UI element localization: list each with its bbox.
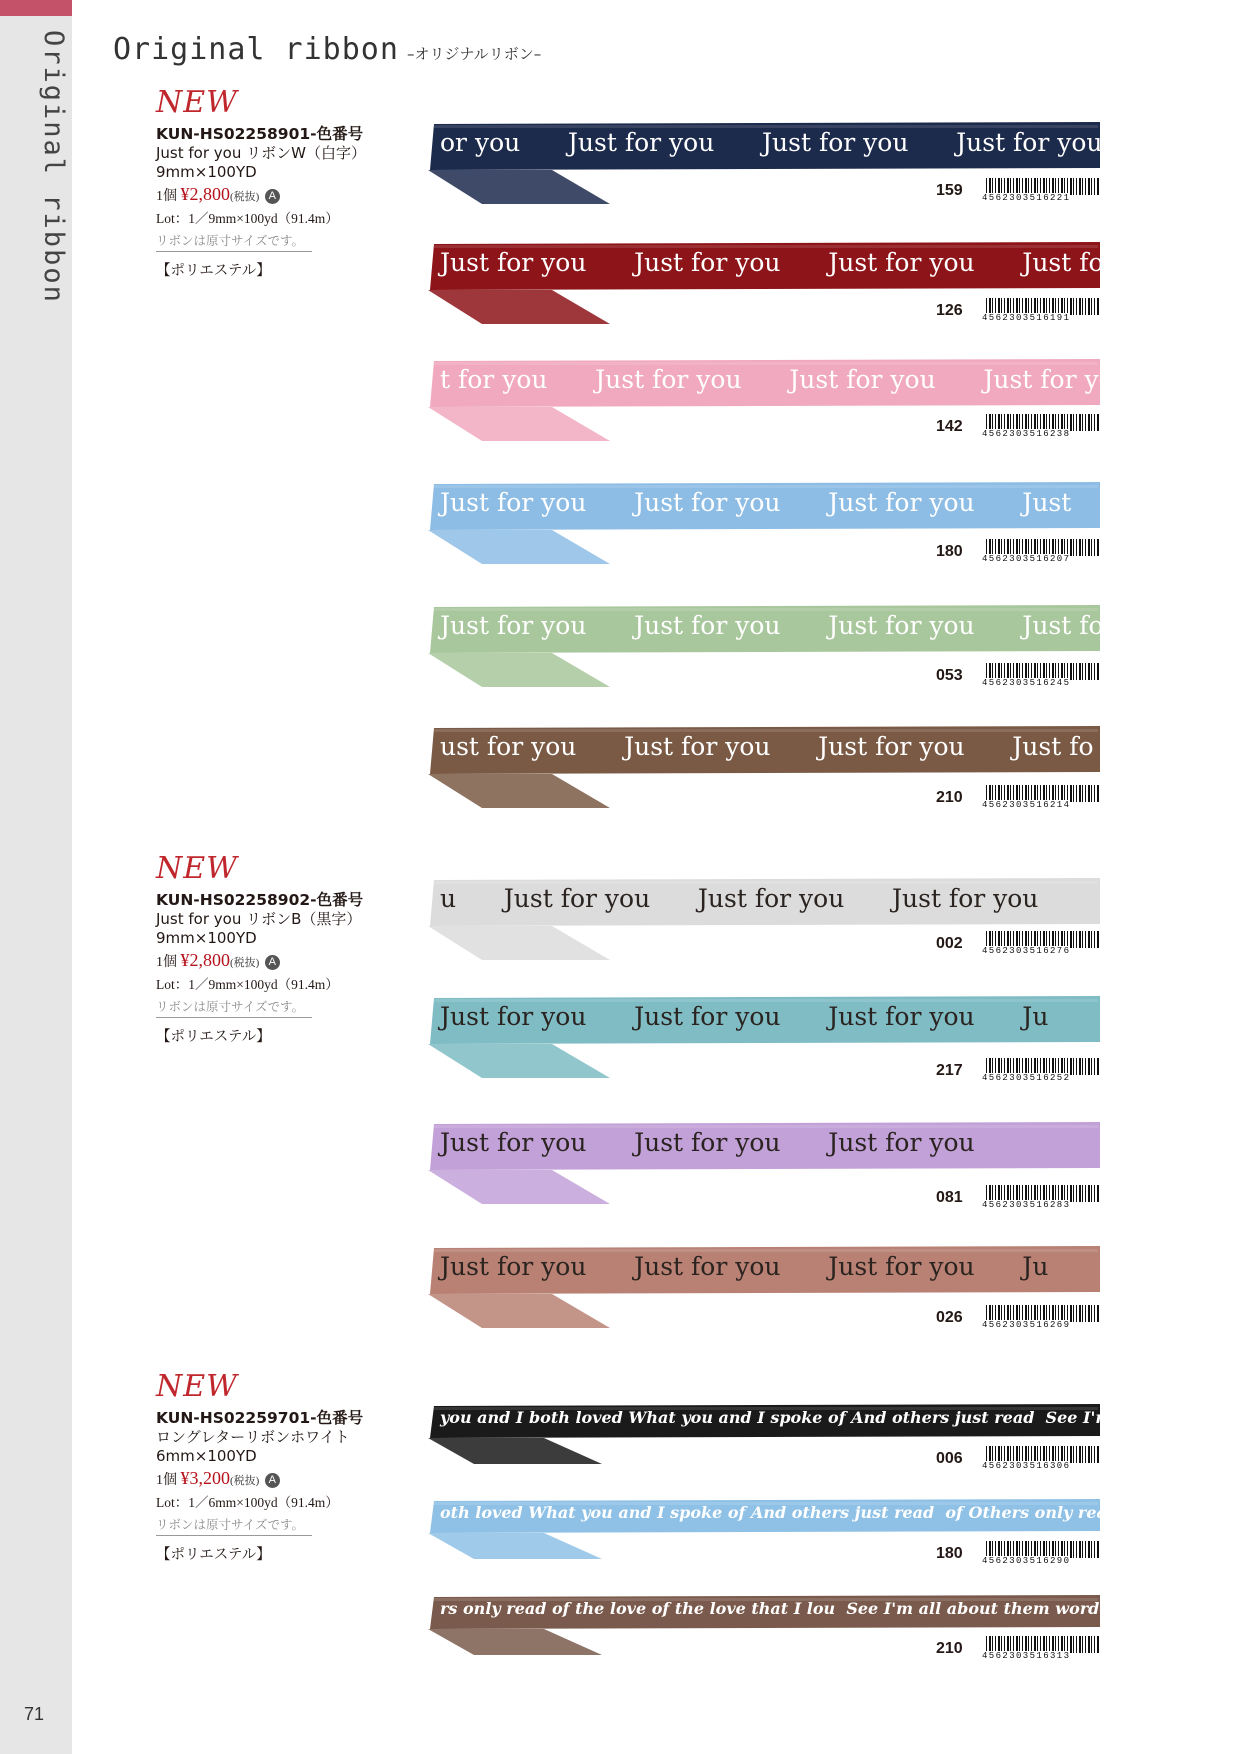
ribbon-print-text: Just for you Just for you Just for you Just fo	[440, 248, 1104, 277]
new-badge: NEW	[156, 85, 238, 120]
grade-badge: A	[265, 189, 280, 204]
product-size: 9mm×100YD	[156, 929, 257, 947]
grade-badge: A	[265, 955, 280, 970]
tax-label: (税抜)	[230, 1475, 260, 1487]
product-block	[156, 1370, 396, 1566]
barcode-number: 4562303516191	[982, 313, 1071, 323]
ribbon-print-text: u Just for you Just for you Just for you	[440, 884, 1039, 913]
color-code: 006	[936, 1450, 963, 1467]
ribbon-print-text: rs only read of the love of the love that I lou See I'm all about them worde Caus	[440, 1599, 1165, 1618]
price: ¥2,800	[180, 950, 230, 970]
material-label: 【ポリエステル】	[156, 263, 271, 279]
product-block	[156, 852, 396, 1048]
ribbon-print-text: you and I both loved What you and I spoke of And others just read See I'm all	[440, 1408, 1141, 1427]
barcode	[982, 663, 1100, 687]
sidebar	[0, 0, 72, 1754]
barcode-number: 4562303516221	[982, 193, 1071, 203]
product-name: Just for you リボンB（黒字）	[156, 910, 362, 928]
barcode-number: 4562303516306	[982, 1461, 1071, 1471]
barcode-number: 4562303516245	[982, 678, 1071, 688]
barcode	[982, 1058, 1100, 1082]
barcode	[982, 298, 1100, 322]
price-line	[156, 1466, 396, 1493]
barcode-number: 4562303516283	[982, 1200, 1071, 1210]
product-code: KUN-HS02258901-色番号	[156, 125, 364, 143]
tax-label: (税抜)	[230, 191, 260, 203]
barcode	[982, 785, 1100, 809]
price-line	[156, 948, 396, 975]
material-label: 【ポリエステル】	[156, 1547, 271, 1563]
barcode-number: 4562303516276	[982, 946, 1071, 956]
ribbon-print-text: Just for you Just for you Just for you Ju	[440, 1252, 1049, 1281]
size-note: リボンは原寸サイズです。	[156, 231, 312, 252]
color-code: 142	[936, 418, 963, 435]
lot-info: Lot：1／9mm×100yd（91.4m）	[156, 977, 339, 992]
color-code: 159	[936, 182, 963, 199]
color-code: 180	[936, 543, 963, 560]
barcode	[982, 539, 1100, 563]
barcode-number: 4562303516313	[982, 1651, 1071, 1661]
page-number: 71	[24, 1704, 45, 1724]
tax-label: (税抜)	[230, 957, 260, 969]
size-note: リボンは原寸サイズです。	[156, 997, 312, 1018]
barcode-number: 4562303516290	[982, 1556, 1071, 1566]
lot-info: Lot：1／6mm×100yd（91.4m）	[156, 1495, 339, 1510]
lot-info: Lot：1／9mm×100yd（91.4m）	[156, 211, 339, 226]
barcode-number: 4562303516207	[982, 554, 1071, 564]
barcode	[982, 178, 1100, 202]
product-name: Just for you リボンW（白字）	[156, 144, 366, 162]
product-code: KUN-HS02258902-色番号	[156, 891, 364, 909]
barcode	[982, 1305, 1100, 1329]
size-note: リボンは原寸サイズです。	[156, 1515, 312, 1536]
barcode	[982, 931, 1100, 955]
ribbon-print-text: Just for you Just for you Just for you Just for	[440, 611, 1116, 640]
ribbon-print-text: Just for you Just for you Just for you	[440, 1128, 975, 1157]
page-title: Original ribbon	[113, 32, 399, 67]
ribbon-print-text: t for you Just for you Just for you Just for yo	[440, 365, 1114, 394]
color-code: 210	[936, 1640, 963, 1657]
color-code: 026	[936, 1309, 963, 1326]
color-code: 081	[936, 1189, 963, 1206]
product-block	[156, 86, 396, 282]
barcode	[982, 1185, 1100, 1209]
barcode-number: 4562303516238	[982, 429, 1071, 439]
barcode	[982, 414, 1100, 438]
product-size: 9mm×100YD	[156, 163, 257, 181]
product-size: 6mm×100YD	[156, 1447, 257, 1465]
barcode-number: 4562303516252	[982, 1073, 1071, 1083]
color-code: 180	[936, 1545, 963, 1562]
product-name: ロングレターリボンホワイト	[156, 1428, 350, 1446]
color-code: 053	[936, 667, 963, 684]
unit-label: 1個	[156, 1473, 177, 1488]
unit-label: 1個	[156, 955, 177, 970]
ribbon-print-text: Just for you Just for you Just for you Just	[440, 488, 1072, 517]
ribbon-print-text: oth loved What you and I spoke of And others just read of Others only read of the	[440, 1503, 1176, 1522]
color-code: 126	[936, 302, 963, 319]
ribbon-print-text: ust for you Just for you Just for you Just fo	[440, 732, 1094, 761]
unit-label: 1個	[156, 189, 177, 204]
product-code: KUN-HS02259701-色番号	[156, 1409, 364, 1427]
sidebar-title: Original ribbon	[38, 30, 69, 304]
grade-badge: A	[265, 1473, 280, 1488]
new-badge: NEW	[156, 851, 238, 886]
barcode	[982, 1446, 1100, 1470]
page-header	[113, 32, 541, 67]
page-subtitle: –オリジナルリボン–	[406, 45, 542, 63]
price: ¥3,200	[180, 1468, 230, 1488]
barcode	[982, 1636, 1100, 1660]
new-badge: NEW	[156, 1369, 238, 1404]
ribbon-print-text: Just for you Just for you Just for you Ju	[440, 1002, 1049, 1031]
barcode	[982, 1541, 1100, 1565]
color-code: 217	[936, 1062, 963, 1079]
sidebar-accent-bar	[0, 0, 72, 16]
material-label: 【ポリエステル】	[156, 1029, 271, 1045]
ribbon-print-text: or you Just for you Just for you Just for you	[440, 128, 1103, 157]
price-line	[156, 182, 396, 209]
color-code: 002	[936, 935, 963, 952]
price: ¥2,800	[180, 184, 230, 204]
barcode-number: 4562303516214	[982, 800, 1071, 810]
barcode-number: 4562303516269	[982, 1320, 1071, 1330]
color-code: 210	[936, 789, 963, 806]
